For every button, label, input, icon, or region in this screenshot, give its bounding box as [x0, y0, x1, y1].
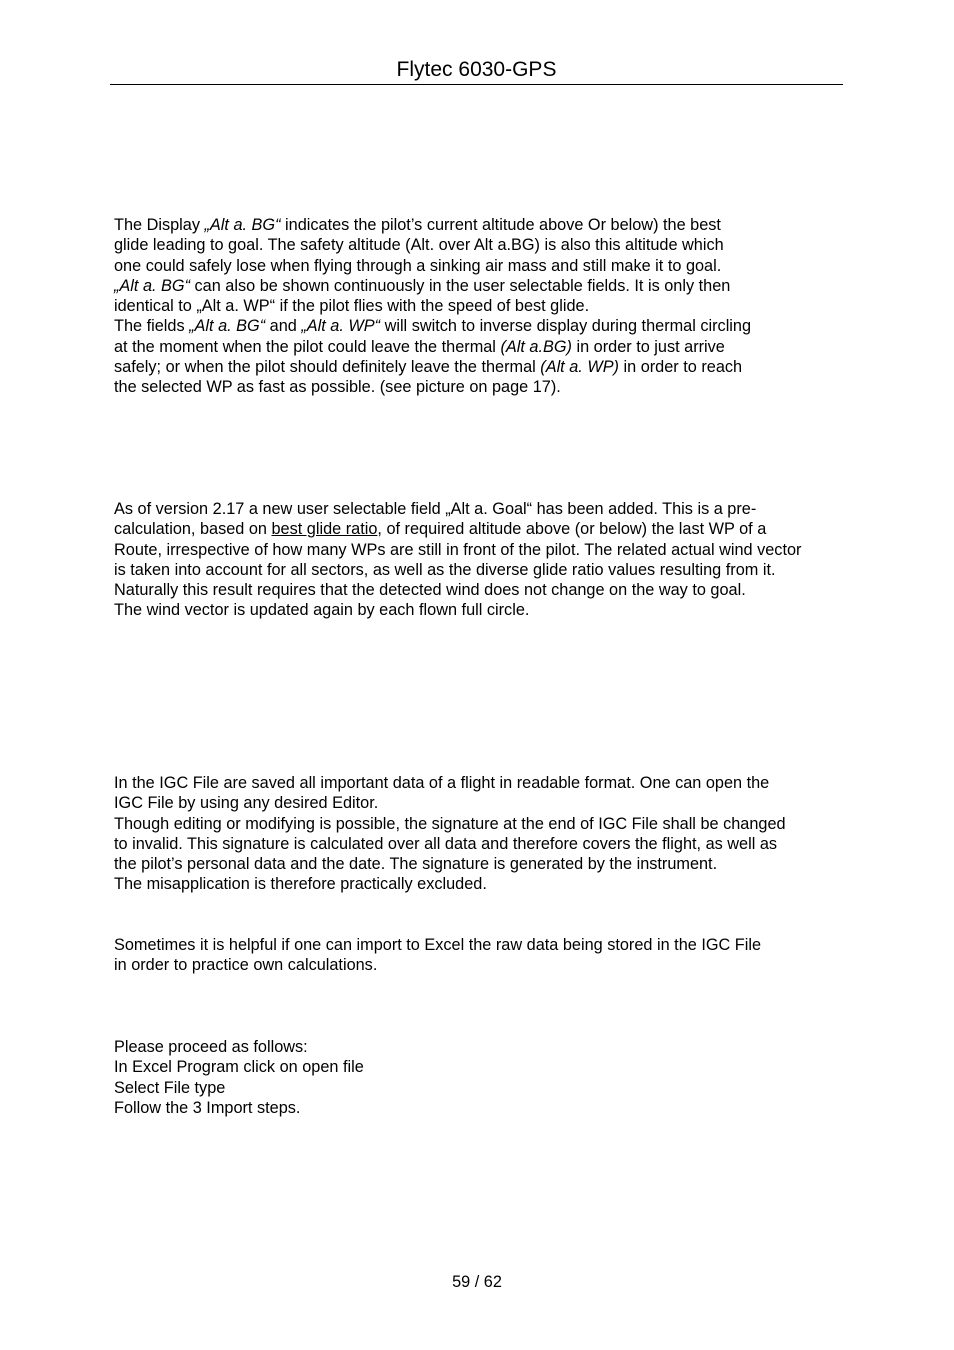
text-line: in order to practice own calculations.	[114, 956, 378, 975]
text-line: the pilot’s personal data and the date. The signature is generated by the instrument.	[114, 855, 718, 874]
excel-import-paragraph	[114, 935, 761, 976]
text-run: in order to reach	[618, 358, 743, 377]
text-line	[114, 357, 751, 377]
text-run: calculation, based on	[114, 520, 272, 539]
italic-term: (Alt a. WP)	[540, 358, 619, 377]
text-run: can also be shown continuously in the user selectable fields. It is only then	[190, 276, 731, 295]
page-number: 59 / 62	[452, 1273, 502, 1291]
text-line	[114, 337, 751, 357]
text-line: In the IGC File are saved all important data of a flight in readable format. One can open the	[114, 774, 770, 792]
alt-bg-paragraph	[114, 215, 751, 398]
list-item: Please proceed as follows:	[114, 1038, 308, 1056]
text-line	[114, 316, 751, 336]
list-item: Select File type	[114, 1078, 226, 1097]
text-run: will switch to inverse display during thermal circling	[380, 317, 752, 336]
import-steps-list	[114, 1037, 364, 1118]
text-line: The misapplication is therefore practically excluded.	[114, 875, 487, 894]
text-run: safely; or when the pilot should definitely leave the thermal	[114, 358, 541, 377]
text-line	[114, 519, 801, 539]
alt-goal-paragraph	[114, 499, 801, 621]
document-title: Flytec 6030-GPS	[396, 58, 557, 81]
text-line: to invalid. This signature is calculated over all data and therefore covers the flight, as well as	[114, 834, 778, 853]
text-line: Route, irrespective of how many WPs are still in front of the pilot. The related actual wind vector	[114, 540, 802, 559]
text-run: and	[265, 317, 302, 336]
underlined-term: best glide ratio	[271, 520, 378, 539]
text-line: identical to „Alt a. WP“ if the pilot flies with the speed of best glide.	[114, 297, 590, 316]
text-line: is taken into account for all sectors, as well as the diverse glide ratio values resulting from it.	[114, 560, 776, 579]
igc-file-paragraph	[114, 773, 786, 895]
text-line: glide leading to goal. The safety altitude (Alt. over Alt a.BG) is also this altitude which	[114, 236, 724, 255]
text-line	[114, 276, 751, 296]
text-line: Though editing or modifying is possible, the signature at the end of IGC File shall be changed	[114, 814, 786, 833]
text-run: in order to just arrive	[571, 337, 725, 356]
text-line: As of version 2.17 a new user selectable field „Alt a. Goal“ has been added. This is a pre-	[114, 500, 757, 518]
list-item: Follow the 3 Import steps.	[114, 1098, 301, 1117]
text-run: The fields	[114, 317, 190, 336]
text-line: Naturally this result requires that the detected wind does not change on the way to goal.	[114, 581, 746, 600]
text-run: , of required altitude above (or below) the last WP of a	[377, 520, 767, 539]
text-line: Sometimes it is helpful if one can import to Excel the raw data being stored in the IGC File	[114, 936, 762, 954]
text-line: The wind vector is updated again by each flown full circle.	[114, 601, 530, 620]
text-line	[114, 215, 751, 235]
italic-term: „Alt a. BG“	[204, 216, 281, 234]
page-header	[110, 56, 843, 85]
italic-term: „Alt a. BG“	[189, 317, 266, 336]
list-item: In Excel Program click on open file	[114, 1058, 364, 1077]
text-run: at the moment when the pilot could leave the thermal	[114, 337, 501, 356]
text-line: the selected WP as fast as possible. (see picture on page 17).	[114, 378, 561, 397]
text-run: indicates the pilot’s current altitude above Or below) the best	[280, 216, 721, 234]
text-line: IGC File by using any desired Editor.	[114, 794, 379, 813]
italic-term: „Alt a. WP“	[301, 317, 381, 336]
italic-term: (Alt a.BG)	[500, 337, 572, 356]
italic-term: „Alt a. BG“	[114, 276, 190, 295]
text-run: The Display	[114, 216, 205, 234]
text-line: one could safely lose when flying through a sinking air mass and still make it to goal.	[114, 256, 722, 275]
